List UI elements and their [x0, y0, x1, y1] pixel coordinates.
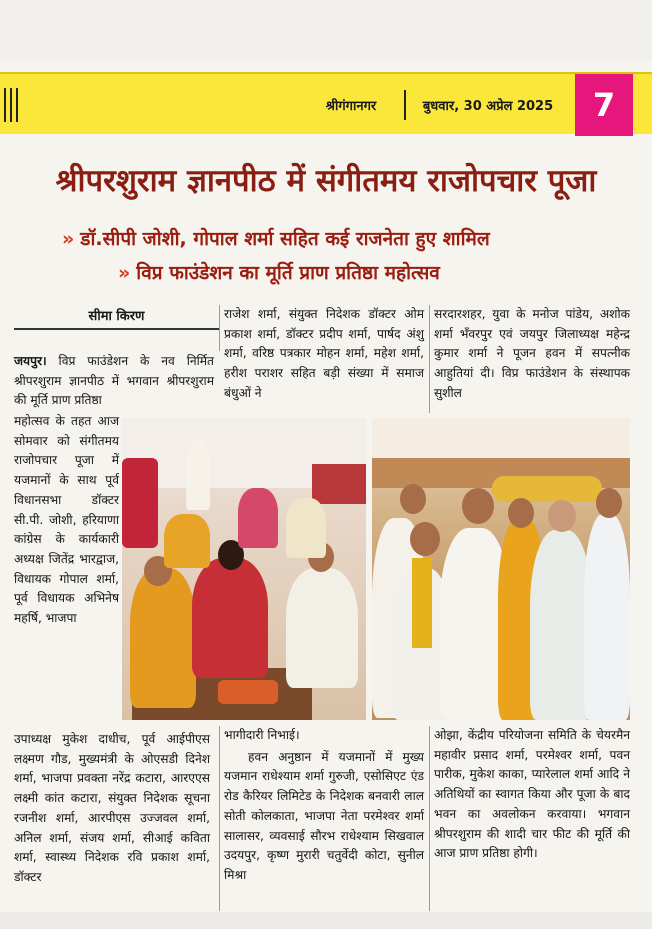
header-divider	[404, 90, 406, 120]
article-col2-top: राजेश शर्मा, संयुक्त निदेशक डॉक्टर ओम प्रकाश शर्मा, डॉक्टर प्रदीप शर्मा, पार्षद अंशु शर्मा, वरिष्ठ पत्रकार मोहन शर्मा, महेश शर्मा, हरीश पराशर सहित बड़ी संख्या में समाज बंधुओं ने	[224, 307, 424, 400]
page-top-margin	[0, 0, 652, 60]
article-col1-wrap: महोत्सव के तहत आज सोमवार को संगीतमय राजोपचार पूजा में यजमानों के साथ पूर्व विधानसभा डॉक्टर सी.पी. जोशी, हरियाणा कांग्रेस के कार्यकारी अध्यक्ष जितेंद्र भारद्वाज, विधायक गोपाल शर्मा, पूर्व विधायक अभिनेष महर्षि, भाजपा	[14, 414, 119, 626]
article-col1-top	[14, 352, 214, 411]
article-col3-top: सरदारशहर, युवा के मनोज पांडेय, अशोक शर्मा भँवरपुर एवं जयपुर जिलाध्यक्ष महेन्द्र कुमार शर्मा ने पूजन हवन में सपत्नीक आहुतियां दी। विप्र फाउंडेशन के संस्थापक सुशील	[434, 307, 630, 400]
chevron-marker-icon: »	[118, 262, 131, 284]
header-bars-ornament	[4, 88, 20, 122]
column-rule	[429, 305, 430, 413]
edition-date: बुधवार, 30 अप्रेल 2025	[422, 99, 554, 114]
dateline: जयपुर।	[14, 354, 47, 368]
column-rule	[219, 305, 220, 351]
article-col3-bottom: ओझा, केंद्रीय परियोजना समिति के चेयरमैन महावीर प्रसाद शर्मा, परमेश्वर शर्मा, पवन पारीक, मुकेश काका, प्यारेलाल शर्मा आदि ने अतिथियों का स्वागत किया और पूजा के बाद भवन का अवलोकन करवाया। भगवान श्रीपरशुराम की शादी चार फीट की मूर्ति की आज प्राण प्रतिष्ठा होगी।	[434, 728, 630, 861]
article-col2-bottom-para: हवन अनुष्ठान में यजमानों में मुख्य यजमान राधेश्याम शर्मा गुरुजी, एसोसिएट एंड रोड कैरियर लिमिटेड के निदेशक बनवारी लाल सोती कोलकाता, भाजपा नेता परमेश्वर शर्मा सालासर, व्यवसाई सौरभ राधेश्याम सिखवाल उदयपुर, कृष्ण मुरारी चतुर्वेदी कोटा, सुनील मिश्रा	[224, 749, 424, 882]
headline: श्रीपरशुराम ज्ञानपीठ में संगीतमय राजोपचार पूजा	[55, 163, 597, 199]
page-header-band	[0, 72, 652, 134]
column-rule	[219, 726, 220, 911]
subheadline-1-text: डॉ.सीपी जोशी, गोपाल शर्मा सहित कई राजनेता हुए शामिल	[80, 228, 490, 250]
edition-city: श्रीगंगानगर	[325, 99, 377, 114]
byline-rule	[14, 328, 219, 330]
article-col2-bottom	[224, 726, 424, 886]
page-bottom-margin	[0, 912, 652, 929]
article-col2-bottom-line: भागीदारी निभाई।	[224, 728, 300, 742]
column-rule	[429, 726, 430, 911]
byline: सीमा किरण	[88, 309, 145, 324]
subheadline-1	[62, 226, 490, 252]
chevron-marker-icon: »	[62, 228, 75, 250]
article-col1-top-text: विप्र फाउंडेशन के नव निर्मित श्रीपरशुराम ज्ञानपीठ में भगवान श्रीपरशुराम की मूर्ति प्राण प्रतिष्ठा	[14, 354, 215, 408]
page-number-badge: 7	[575, 74, 633, 136]
subheadline-2-text: विप्र फाउंडेशन का मूर्ति प्राण प्रतिष्ठा महोत्सव	[136, 262, 440, 284]
article-col1-bottom: उपाध्यक्ष मुकेश दाधीच, पूर्व आईपीएस लक्ष्मण गौड, मुख्यमंत्री के ओएसडी दिनेश शर्मा, भाजपा प्रवक्ता नरेंद्र कटारा, आरएएस लक्ष्मी कांत कटारा, संयुक्त निदेशक सूचना रजनीश शर्मा, आरपीएस उज्जवल शर्मा, अनिल शर्मा, संजय शर्मा, सीआई कविता शर्मा, स्वास्थ्य निदेशक रवि प्रकाश शर्मा, डॉक्टर	[14, 732, 210, 884]
subheadline-2	[118, 260, 440, 286]
dignitaries-group-photo	[372, 418, 630, 720]
ritual-puja-photo	[122, 418, 366, 720]
